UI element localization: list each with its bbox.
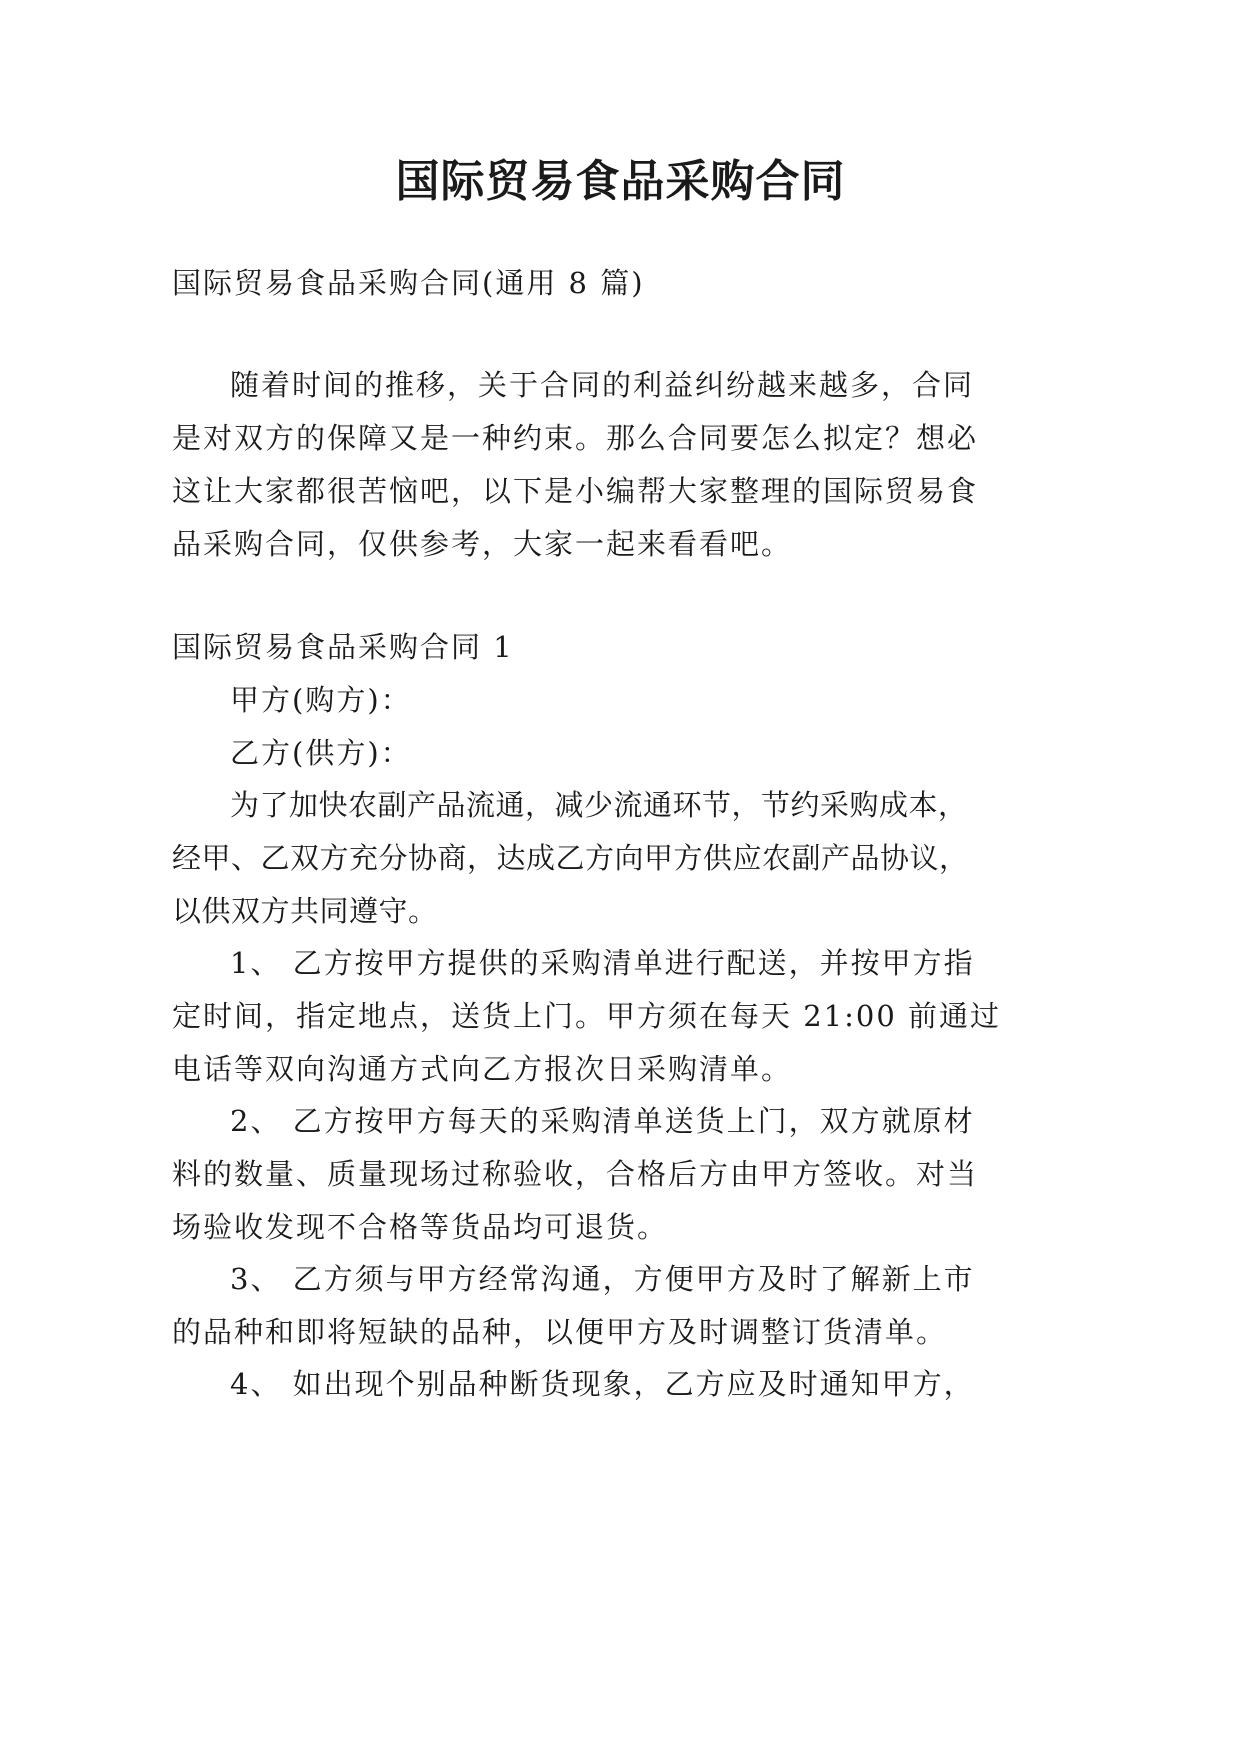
clause-line: 的品种和即将短缺的品种，以便甲方及时调整订货清单。 xyxy=(172,1315,948,1349)
clause-line: 4、 如出现个别品种断货现象，乙方应及时通知甲方， xyxy=(230,1367,975,1401)
section-heading: 国际贸易食品采购合同 1 xyxy=(172,630,514,664)
clause-line: 定时间，指定地点，送货上门。甲方须在每天 21:00 前通过 xyxy=(172,999,1002,1033)
intro-line: 这让大家都很苦恼吧，以下是小编帮大家整理的国际贸易食 xyxy=(172,474,979,508)
clause-line: 2、 乙方按甲方每天的采购清单送货上门，双方就原材 xyxy=(230,1104,975,1138)
clause-line: 电话等双向沟通方式向乙方报次日采购清单。 xyxy=(172,1052,793,1086)
clause-line: 3、 乙方须与甲方经常沟通，方便甲方及时了解新上市 xyxy=(230,1262,975,1296)
clause-line: 场验收发现不合格等货品均可退货。 xyxy=(172,1210,669,1244)
clause-line: 料的数量、质量现场过称验收，合格后方由甲方签收。对当 xyxy=(172,1157,979,1191)
preamble-line: 以供双方共同遵守。 xyxy=(172,894,438,928)
clause-line: 1、 乙方按甲方提供的采购清单进行配送，并按甲方指 xyxy=(230,946,975,980)
intro-line: 随着时间的推移，关于合同的利益纠纷越来越多，合同 xyxy=(230,368,975,402)
preamble-line: 经甲、乙双方充分协商，达成乙方向甲方供应农副产品协议， xyxy=(172,841,969,875)
intro-line: 是对双方的保障又是一种约束。那么合同要怎么拟定？想必 xyxy=(172,421,979,455)
intro-line: 品采购合同，仅供参考，大家一起来看看吧。 xyxy=(172,527,793,561)
party-a-line: 甲方(购方)： xyxy=(230,683,412,717)
document-subtitle: 国际贸易食品采购合同(通用 8 篇) xyxy=(172,266,645,300)
preamble-line: 为了加快农副产品流通，减少流通环节，节约采购成本， xyxy=(230,788,968,822)
document-title: 国际贸易食品采购合同 xyxy=(395,156,846,207)
party-b-line: 乙方(供方)： xyxy=(230,736,412,770)
